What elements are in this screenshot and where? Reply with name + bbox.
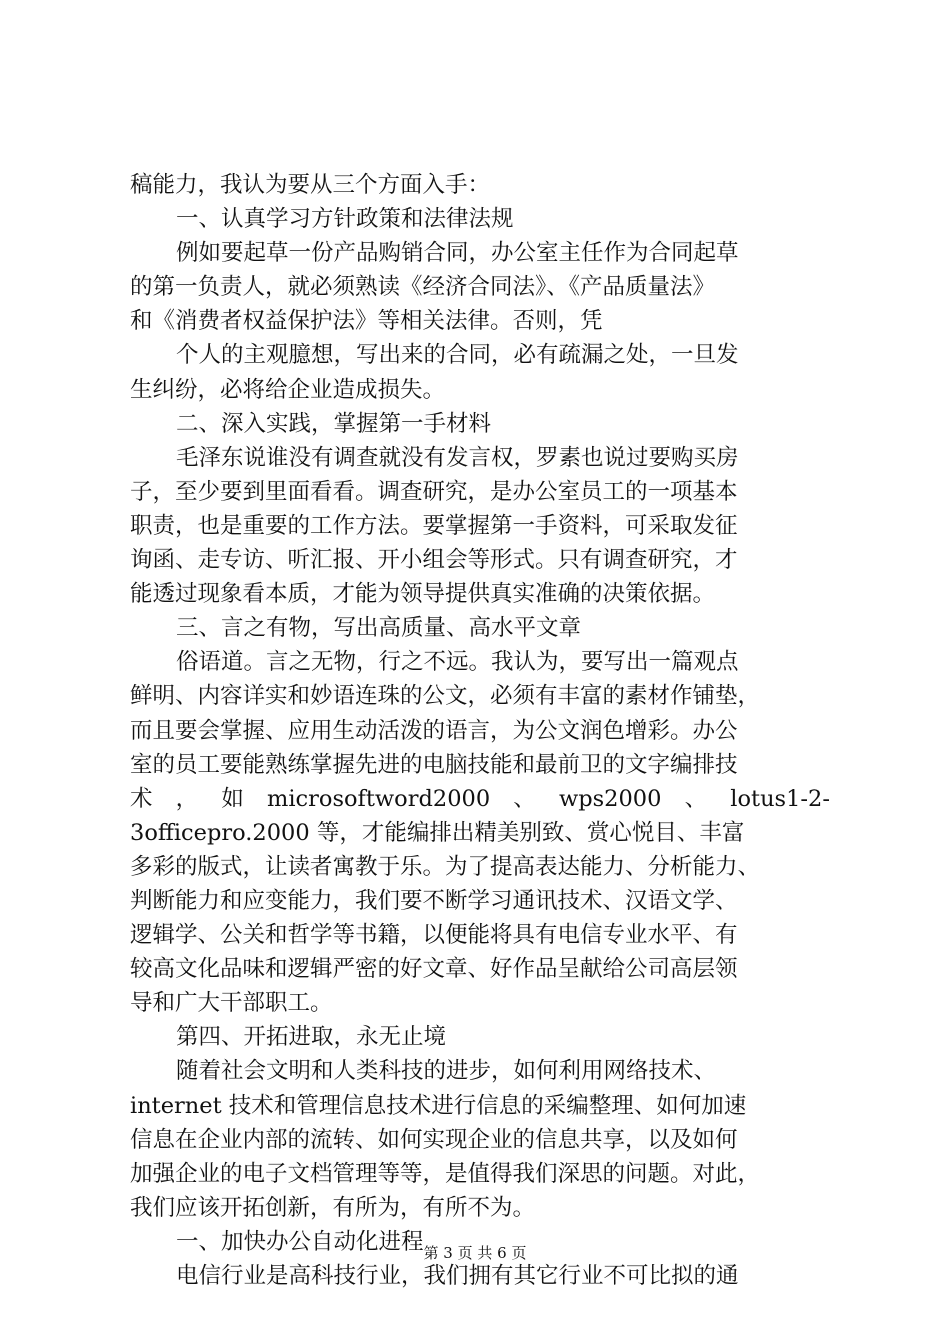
text-line: 逻辑学、公关和哲学等书籍，以便能将具有电信专业水平、有 bbox=[130, 922, 738, 949]
text-line: 随着社会文明和人类科技的进步，如何利用网络技术、 bbox=[176, 1058, 717, 1085]
text-line: 加强企业的电子文档管理等等，是值得我们深思的问题。对此， bbox=[130, 1160, 761, 1187]
page-number-footer: 第 3 页 共 6 页 bbox=[423, 1244, 527, 1262]
document-body bbox=[130, 168, 830, 1293]
section-heading: 一、加快办公自动化进程 bbox=[176, 1228, 424, 1255]
text-line: 信息在企业内部的流转、如何实现企业的信息共享，以及如何 bbox=[130, 1126, 738, 1153]
text-fragment: 、 bbox=[513, 785, 536, 812]
text-line: 而且要会掌握、应用生动活泼的语言，为公文润色增彩。办公 bbox=[130, 717, 738, 744]
text-line: 多彩的版式，让读者寓教于乐。为了提高表达能力、分析能力、 bbox=[130, 853, 761, 880]
text-line: 毛泽东说谁没有调查就没有发言权，罗素也说过要购买房 bbox=[176, 444, 739, 471]
text-fragment: 如 bbox=[221, 785, 244, 812]
section-heading: 一、认真学习方针政策和法律法规 bbox=[176, 206, 514, 233]
section-heading: 第四、开拓进取，永无止境 bbox=[176, 1024, 447, 1051]
text-line: 的第一负责人，就必须熟读《经济合同法》、《产品质量法》 bbox=[130, 274, 716, 301]
text-line: 3officepro.2000 等，才能编排出精美别致、赏心悦目、丰富 bbox=[130, 819, 745, 846]
text-fragment: ， bbox=[175, 785, 199, 812]
text-line: 判断能力和应变能力，我们要不断学习通讯技术、汉语文学、 bbox=[130, 887, 738, 914]
text-line: 例如要起草一份产品购销合同，办公室主任作为合同起草 bbox=[176, 240, 739, 267]
text-fragment: wps2000 bbox=[558, 785, 662, 812]
text-line: 能透过现象看本质，才能为领导提供真实准确的决策依据。 bbox=[130, 581, 716, 608]
text-line: 子，至少要到里面看看。调查研究，是办公室员工的一项基本 bbox=[130, 478, 738, 505]
text-line: 鲜明、内容详实和妙语连珠的公文，必须有丰富的素材作铺垫， bbox=[130, 683, 761, 710]
justified-text-line bbox=[130, 782, 830, 816]
text-line: 稿能力，我认为要从三个方面入手： bbox=[130, 172, 491, 198]
text-fragment: microsoftword2000 bbox=[267, 785, 491, 812]
section-heading: 二、深入实践，掌握第一手材料 bbox=[176, 410, 492, 437]
text-line: 导和广大干部职工。 bbox=[130, 990, 333, 1017]
text-line: 室的员工要能熟练掌握先进的电脑技能和最前卫的文字编排技 bbox=[130, 751, 738, 778]
text-line: 个人的主观臆想，写出来的合同，必有疏漏之处，一旦发 bbox=[176, 342, 739, 369]
section-heading: 三、言之有物，写出高质量、高水平文章 bbox=[176, 615, 582, 642]
text-line: 和《消费者权益保护法》等相关法律。否则，凭 bbox=[130, 308, 603, 335]
text-fragment: 术 bbox=[130, 785, 153, 812]
text-fragment: lotus1-2- bbox=[730, 785, 830, 812]
text-line: 生纠纷，必将给企业造成损失。 bbox=[130, 376, 446, 403]
text-line: 俗语道。言之无物，行之不远。我认为，要写出一篇观点 bbox=[176, 649, 739, 676]
text-fragment: 、 bbox=[684, 785, 708, 812]
text-line: 我们应该开拓创新，有所为，有所不为。 bbox=[130, 1194, 536, 1221]
text-line: 职责，也是重要的工作方法。要掌握第一手资料，可采取发征 bbox=[130, 512, 738, 539]
text-line: 电信行业是高科技行业，我们拥有其它行业不可比拟的通 bbox=[176, 1263, 739, 1289]
text-line: internet 技术和管理信息技术进行信息的采编整理、如何加速 bbox=[130, 1092, 747, 1119]
text-line: 较高文化品味和逻辑严密的好文章、好作品呈献给公司高层领 bbox=[130, 956, 738, 983]
text-line: 询函、走专访、听汇报、开小组会等形式。只有调查研究，才 bbox=[130, 547, 738, 574]
